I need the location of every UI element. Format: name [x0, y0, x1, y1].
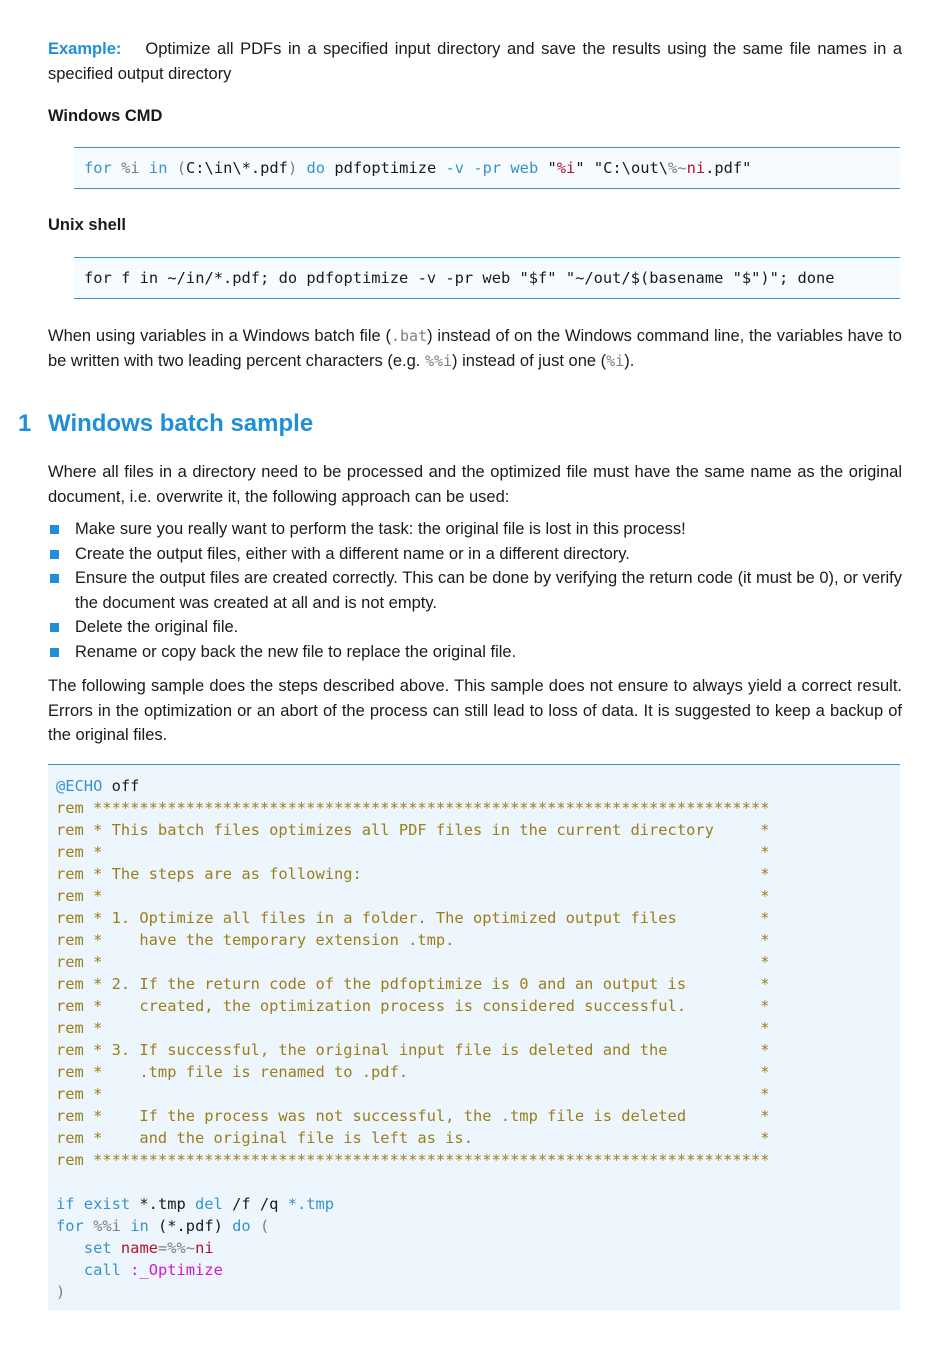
inline-code: i [443, 351, 453, 370]
section-title: Windows batch sample [48, 410, 314, 437]
code-line: ) [56, 1283, 66, 1301]
code-token: do [306, 159, 326, 177]
code-token: set [83, 1239, 112, 1257]
code-token: " [547, 159, 557, 177]
code-line [56, 775, 900, 797]
batch-variable-note [48, 324, 902, 373]
code-token [112, 159, 121, 177]
list-item [48, 566, 902, 615]
code-line [56, 1259, 900, 1281]
code-line: rem * 2. If the return code of the pdfoptimize is 0 and an output is * [56, 975, 770, 993]
code-token: %%~ [167, 1239, 196, 1257]
note-text: When using variables in a Windows batch file ( [48, 327, 391, 345]
bullet-square-icon [50, 648, 59, 657]
code-token: "C:\out\ [584, 159, 669, 177]
code-indent [56, 1261, 84, 1279]
code-token: C:\in\*.pdf [186, 159, 288, 177]
code-line: rem * If the process was not successful, the .tmp file is deleted * [56, 1107, 770, 1125]
code-line: rem * and the original file is left as is. * [56, 1129, 770, 1147]
code-line: rem ************************************************************************* [56, 799, 770, 817]
code-line [56, 1193, 900, 1215]
sample-description: The following sample does the steps described above. This sample does not ensure to always yield a correct result. Errors in the optimization or an abort of the process can still lead to loss of data. It is suggested to keep a backup of the original files. [48, 677, 902, 744]
code-token: *.tmp [287, 1195, 335, 1213]
code-token: ( [250, 1217, 270, 1235]
code-token: name [120, 1239, 158, 1257]
code-token: %%i [93, 1217, 121, 1235]
code-line: rem * have the temporary extension .tmp. * [56, 931, 770, 949]
code-token: (*.pdf) [148, 1217, 233, 1235]
section-number: 1 [18, 410, 32, 437]
list-item-text: Rename or copy back the new file to replace the original file. [75, 642, 517, 661]
code-token: ) [287, 159, 307, 177]
code-token: call [83, 1261, 121, 1279]
code-token [140, 159, 149, 177]
list-item-text: Ensure the output files are created correctly. This can be done by verifying the return code (it must be 0), or verify the document was created at all and is not empty. [75, 569, 902, 612]
list-item [48, 615, 902, 640]
code-line [56, 1237, 900, 1259]
code-token: :_Optimize [130, 1261, 223, 1279]
code-line: rem * created, the optimization process is considered successful. * [56, 997, 770, 1015]
code-line: rem * * [56, 887, 770, 905]
code-token: = [157, 1239, 168, 1257]
code-line: rem * * [56, 953, 770, 971]
note-text: ) instead of just one ( [452, 351, 607, 370]
code-token: ni [195, 1239, 214, 1257]
code-token: do [232, 1217, 251, 1235]
code-token: if exist [56, 1195, 131, 1213]
code-token: in [148, 159, 168, 177]
unix-shell-code: for f in ~/in/*.pdf; do pdfoptimize -v -pr web "$f" "~/out/$(basename "$")"; done [74, 257, 900, 299]
code-token: pdfoptimize [325, 159, 446, 177]
code-line: rem * .tmp file is renamed to .pdf. * [56, 1063, 770, 1081]
list-item-text: Make sure you really want to perform the task: the original file is lost in this process! [75, 520, 686, 538]
code-line: rem * * [56, 843, 770, 861]
code-line: rem * * [56, 1085, 770, 1103]
code-token: -v -pr [445, 159, 502, 177]
code-token [112, 1239, 121, 1257]
code-token: ni [686, 159, 706, 177]
bullet-square-icon [50, 574, 59, 583]
code-token: %i [121, 159, 140, 177]
steps-list [48, 517, 902, 664]
code-token: .pdf" [705, 159, 752, 177]
code-token: for [84, 159, 112, 177]
code-line: rem * 3. If successful, the original input file is deleted and the * [56, 1041, 770, 1059]
list-item-text: Create the output files, either with a different name or in a different directory. [75, 544, 630, 563]
list-item [48, 517, 902, 542]
windows-cmd-heading: Windows CMD [48, 107, 163, 125]
code-line: rem * The steps are as following: * [56, 865, 770, 883]
code-token: *.tmp [130, 1195, 196, 1213]
bullet-square-icon [50, 550, 59, 559]
code-token: %i [556, 159, 576, 177]
example-text: Optimize all PDFs in a specified input directory and save the results using the same file names in a specified output directory [48, 40, 902, 83]
code-line [56, 1215, 900, 1237]
note-text: ). [624, 351, 635, 370]
inline-code: % [606, 351, 616, 370]
code-token: off [102, 777, 140, 795]
inline-code: %% [424, 351, 444, 370]
code-token: web [510, 159, 539, 177]
code-token [121, 1217, 130, 1235]
code-line-blank [56, 1171, 900, 1193]
example-label: Example: [48, 40, 122, 58]
unix-shell-heading: Unix shell [48, 216, 126, 234]
list-item-text: Delete the original file. [75, 618, 239, 636]
code-indent [56, 1239, 84, 1257]
code-token: ( [167, 159, 187, 177]
code-line: rem ************************************************************************* [56, 1151, 770, 1169]
code-token: in [130, 1217, 149, 1235]
code-token [121, 1261, 130, 1279]
code-line: rem * This batch files optimizes all PDF files in the current directory * [56, 821, 770, 839]
code-token [84, 1217, 93, 1235]
code-token [538, 159, 547, 177]
code-token: /f /q [222, 1195, 288, 1213]
inline-code: .bat [391, 327, 428, 345]
section-intro: Where all files in a directory need to be processed and the optimized file must have the same name as the original document, i.e. overwrite it, the following approach can be used: [48, 463, 902, 506]
note-text: ) instead of on the Windows command line, the variables have to be written with two leading percent characters (e.g. [48, 327, 902, 370]
example-paragraph [48, 37, 902, 86]
list-item [48, 640, 902, 665]
code-line: rem * * [56, 1019, 770, 1037]
section-heading [18, 410, 313, 438]
code-token: for [56, 1217, 84, 1235]
code-token [501, 159, 510, 177]
list-item [48, 542, 902, 567]
windows-cmd-code [74, 147, 900, 189]
bullet-square-icon [50, 525, 59, 534]
code-line: rem * 1. Optimize all files in a folder. The optimized output files * [56, 909, 770, 927]
code-token: @ECHO [56, 777, 103, 795]
code-token: %~ [668, 159, 687, 177]
bullet-square-icon [50, 623, 59, 632]
code-token: " [575, 159, 585, 177]
inline-code: i [615, 351, 625, 370]
code-token: del [195, 1195, 223, 1213]
batch-code-block [48, 764, 900, 1310]
